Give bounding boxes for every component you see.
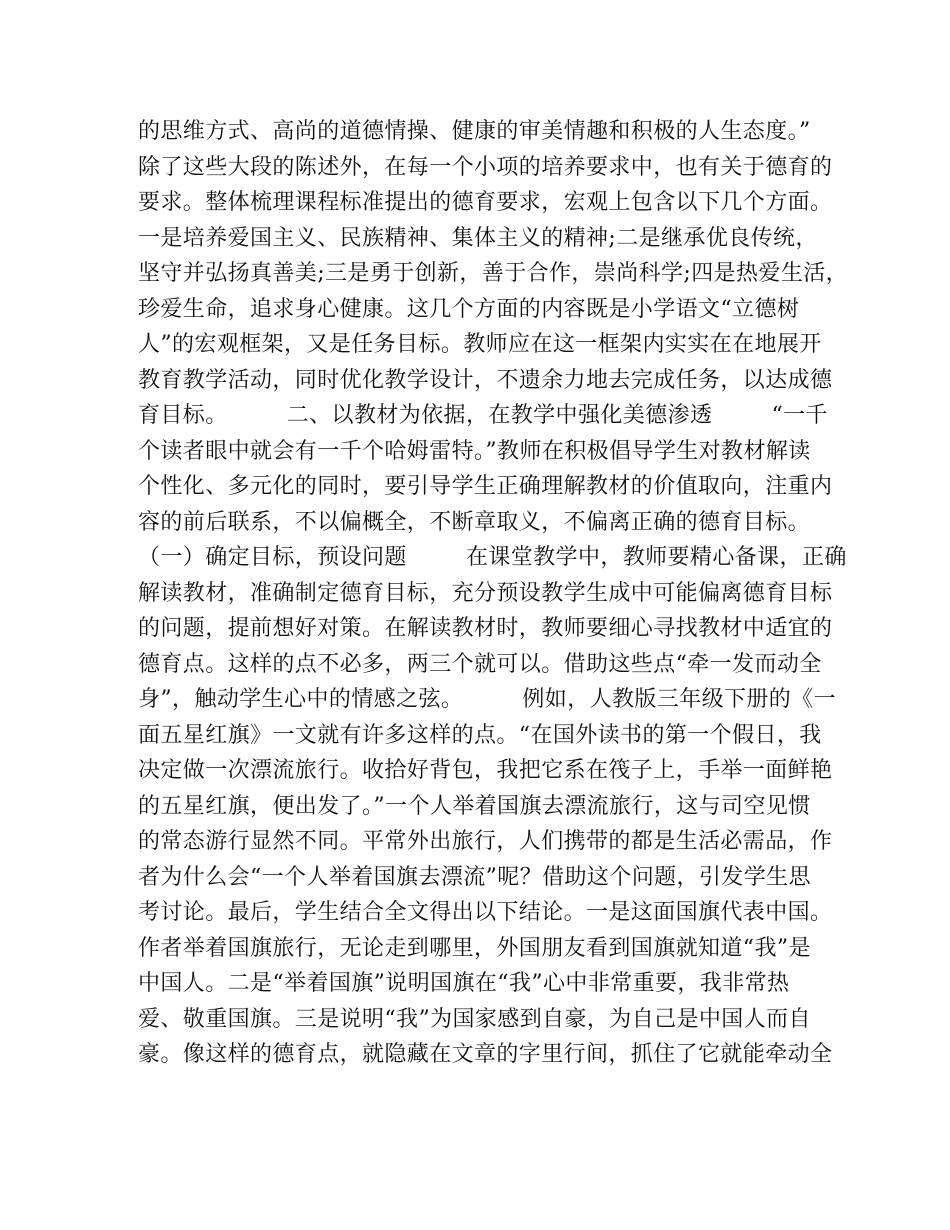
- text-line: 决定做一次漂流旅行。收拾好背包，我把它系在筏子上，手举一面鲜艳: [138, 758, 833, 783]
- text-line: 中国人。二是“举着国旗”说明国旗在“我”心中非常重要，我非常热: [138, 971, 790, 996]
- text-line: 者为什么会“一个人举着国旗去漂流”呢？借助这个问题，引发学生思: [138, 864, 811, 890]
- text-line: 面五星红旗》一文就有许多这样的点。“在国外读书的第一个假日，我: [138, 722, 822, 748]
- text-line: （一）确定目标，预设问题 在课堂教学中，教师要精心备课，正确: [138, 545, 847, 570]
- text-line: 的思维方式、高尚的道德情操、健康的审美情趣和积极的人生态度。”: [138, 119, 811, 144]
- text-line: 一是培养爱国主义、民族精神、集体主义的精神;二是继承优良传统，: [138, 225, 818, 251]
- text-line: 除了这些大段的陈述外，在每一个小项的培养要求中，也有关于德育的: [138, 154, 833, 180]
- text-line: 的五星红旗，便出发了。”一个人举着国旗去漂流旅行，这与司空见惯: [138, 793, 811, 819]
- text-line: 人”的宏观框架，又是任务目标。教师应在这一框架内实实在在地展开: [138, 332, 822, 357]
- text-line: 身”，触动学生心中的情感之弦。 例如，人教版三年级下册的《一: [138, 687, 836, 712]
- text-line: 考讨论。最后，学生结合全文得出以下结论。一是这面国旗代表中国。: [138, 900, 833, 925]
- text-line: 作者举着国旗旅行，无论走到哪里，外国朋友看到国旗就知道“我”是: [138, 935, 811, 961]
- text-line: 个性化、多元化的同时，要引导学生正确理解教材的价值取向，注重内: [138, 474, 833, 499]
- text-line: 珍爱生命，追求身心健康。这几个方面的内容既是小学语文“立德树: [138, 296, 800, 322]
- text-line: 育目标。 二、以教材为依据，在教学中强化美德渗透 “一千: [138, 403, 828, 428]
- text-line: 德育点。这样的点不必多，两三个就可以。借助这些点“牵一发而动全: [138, 651, 822, 677]
- text-line: 豪。像这样的德育点，就隐藏在文章的字里行间，抓住了它就能牵动全: [138, 1042, 833, 1067]
- text-line: 要求。整体梳理课程标准提出的德育要求，宏观上包含以下几个方面。: [138, 190, 833, 215]
- text-line: 坚守并弘扬真善美;三是勇于创新，善于合作，崇尚科学;四是热爱生活，: [138, 261, 849, 286]
- text-line: 爱、敬重国旗。三是说明“我”为国家感到自豪，为自己是中国人而自: [138, 1006, 811, 1032]
- text-line: 解读教材，准确制定德育目标，充分预设教学生成中可能偏离德育目标: [138, 580, 833, 606]
- text-line: 的常态游行显然不同。平常外出旅行，人们携带的都是生活必需品，作: [138, 829, 833, 854]
- body-text: [138, 114, 849, 1073]
- text-line: 教育教学活动，同时优化教学设计，不遗余力地去完成任务，以达成德: [138, 367, 833, 393]
- text-line: 的问题，提前想好对策。在解读教材时，教师要细心寻找教材中适宜的: [138, 616, 833, 641]
- text-line: 容的前后联系，不以偏概全，不断章取义，不偏离正确的德育目标。: [138, 509, 811, 535]
- text-line: 个读者眼中就会有一千个哈姆雷特。”教师在积极倡导学生对教材解读: [138, 438, 811, 464]
